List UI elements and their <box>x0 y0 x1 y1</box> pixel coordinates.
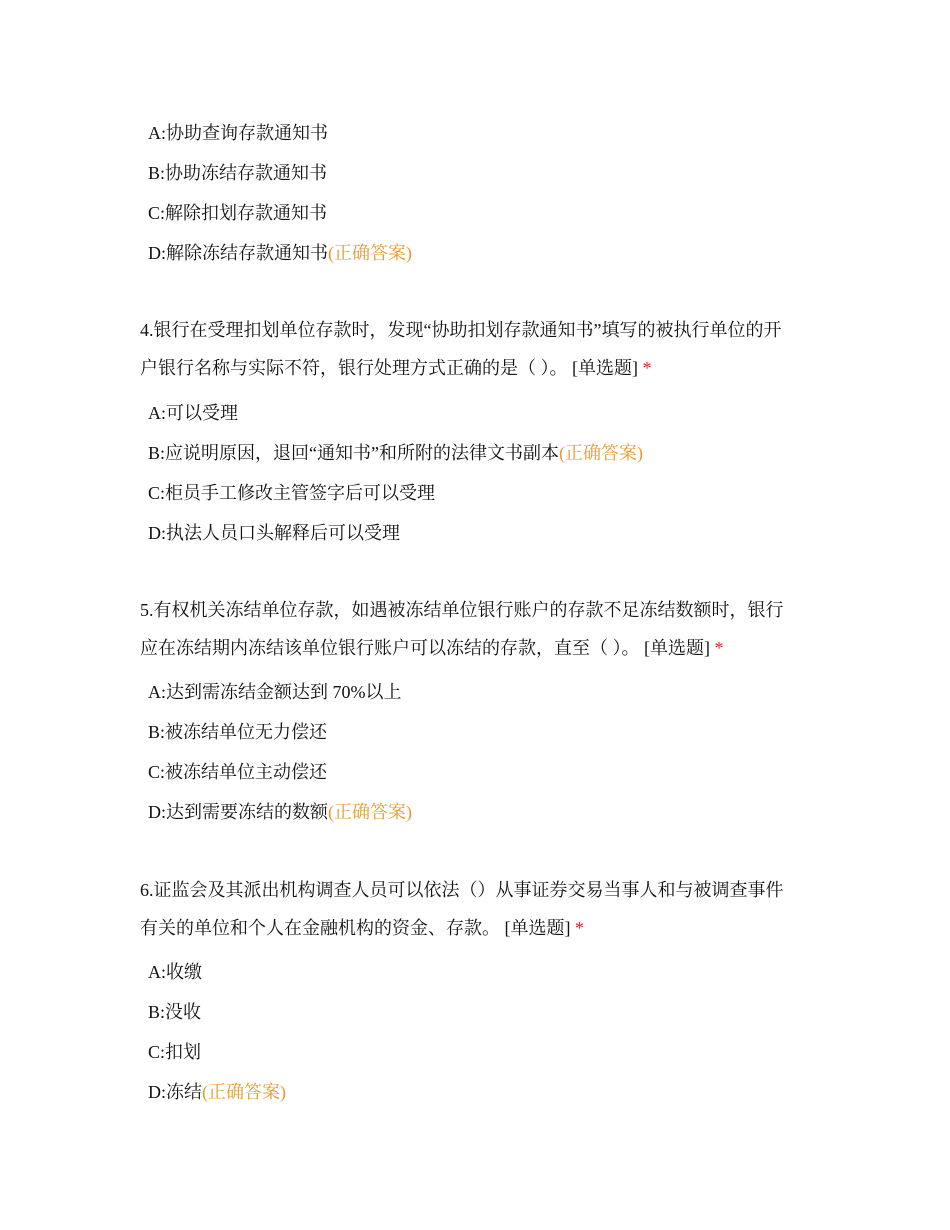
q4-option-d: D:执法人员口头解释后可以受理 <box>148 523 400 543</box>
q3-option-b: B:协助冻结存款通知书 <box>148 163 328 183</box>
q6-option-d <box>148 1080 286 1104</box>
q6-option-c: C:扣划 <box>148 1042 202 1062</box>
q6-text <box>140 871 820 947</box>
q6-option-a: A:收缴 <box>148 962 202 982</box>
q4-option-b <box>148 441 643 465</box>
q6-option-d-text: D:冻结 <box>148 1082 202 1102</box>
q3-option-a: A:协助查询存款通知书 <box>148 123 328 143</box>
required-marker: * <box>642 358 652 378</box>
q3-option-c: C:解除扣划存款通知书 <box>148 203 328 223</box>
q4-text <box>140 311 820 387</box>
correct-answer-marker: (正确答案) <box>558 443 643 463</box>
q4-option-b-text: B:应说明原因，退回“通知书”和所附的法律文书副本 <box>148 443 559 463</box>
q3-option-d <box>148 241 412 265</box>
q4-line-2 <box>140 349 820 387</box>
q5-text <box>140 591 820 667</box>
q6-line-1: 6.证监会及其派出机构调查人员可以依法（）从事证券交易当事人和与被调查事件 <box>140 880 784 900</box>
q6-line-2-text: 有关的单位和个人在金融机构的资金、存款。 [单选题] <box>140 918 571 938</box>
q4-line-1: 4.银行在受理扣划单位存款时，发现“协助扣划存款通知书”填写的被执行单位的开 <box>140 320 782 340</box>
q4-option-c: C:柜员手工修改主管签字后可以受理 <box>148 483 436 503</box>
q4-line-2-text: 户银行名称与实际不符，银行处理方式正确的是（ ）。 [单选题] <box>140 358 638 378</box>
required-marker: * <box>714 638 724 658</box>
q3-option-d-text: D:解除冻结存款通知书 <box>148 243 328 263</box>
q4-option-a: A:可以受理 <box>148 403 238 423</box>
q5-option-d-text: D:达到需要冻结的数额 <box>148 802 328 822</box>
q5-option-c: C:被冻结单位主动偿还 <box>148 762 328 782</box>
q6-option-b: B:没收 <box>148 1002 202 1022</box>
correct-answer-marker: (正确答案) <box>328 802 412 822</box>
q5-option-a: A:达到需冻结金额达到 70%以上 <box>148 682 402 702</box>
q5-option-b: B:被冻结单位无力偿还 <box>148 722 328 742</box>
q5-line-1: 5.有权机关冻结单位存款，如遇被冻结单位银行账户的存款不足冻结数额时，银行 <box>140 600 784 620</box>
correct-answer-marker: (正确答案) <box>328 243 412 263</box>
q5-line-2-text: 应在冻结期内冻结该单位银行账户可以冻结的存款，直至（ ）。 [单选题] <box>140 638 710 658</box>
q5-line-2 <box>140 629 820 667</box>
correct-answer-marker: (正确答案) <box>202 1082 286 1102</box>
q6-line-2 <box>140 909 820 947</box>
required-marker: * <box>575 918 584 938</box>
q5-option-d <box>148 800 412 824</box>
